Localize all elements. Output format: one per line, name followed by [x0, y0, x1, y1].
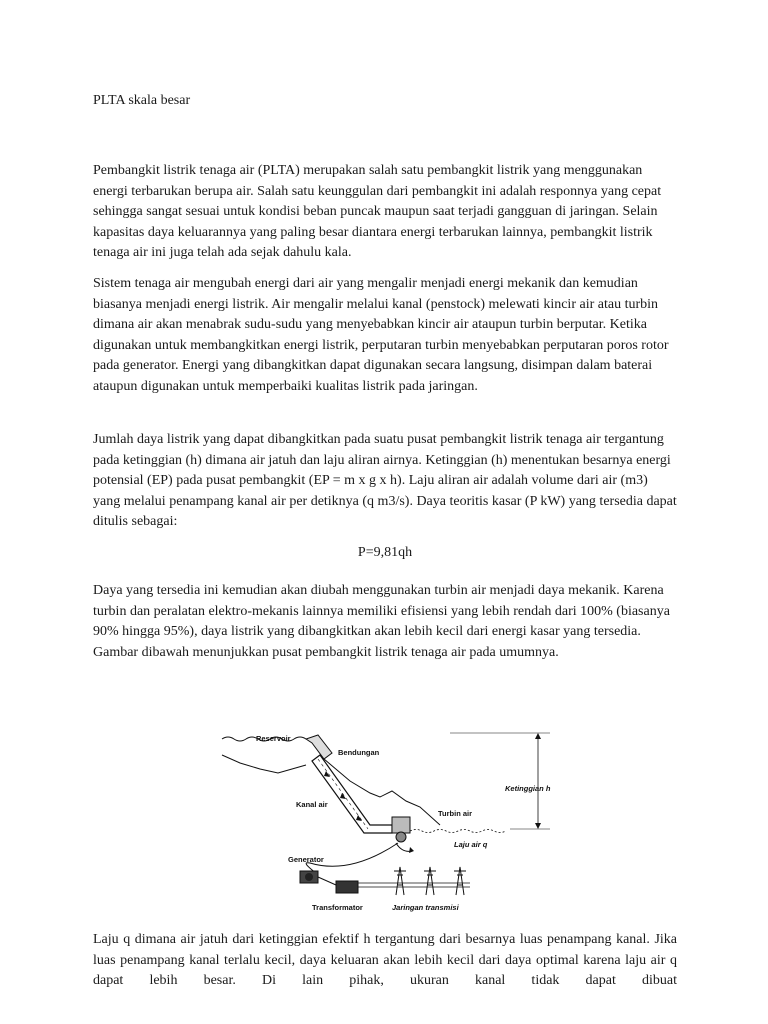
- transformer-body: [336, 881, 358, 893]
- paragraph-power: Jumlah daya listrik yang dapat dibangkitkan pada suatu pusat pembangkit listrik tenaga air tergantung pada ketinggian (h) dimana air jatuh dan laju aliran airnya. Ketinggian (h) menentukan besarnya energi potensial (EP) pada pusat pembangkit (EP = m x g x h). Laju aliran air adalah volume dari air (m3) yang melalui penampang kanal air per detiknya (q m3/s). Daya teoritis kasar (P kW) yang tersedia dapat ditulis sebagai:: [93, 432, 677, 530]
- turbine-housing: [392, 817, 410, 833]
- terrain-left: [222, 755, 306, 773]
- paragraph-system: Sistem tenaga air mengubah energi dari air yang mengalir menjadi energi mekanik dan kemudian biasanya menjadi energi listrik. Air mengalir melalui kanal (penstock) melewati kincir air atau turbin dimana air akan menabrak sudu-sudu yang menyebabkan kincir air ataupun turbin berputar. Ketika digunakan untuk membangkitkan energi listrik, perputaran turbin menyebabkan perputaran poros rotor pada generator. Energi yang dibangkitkan dapat digunakan secara langsung, disimpan dalam baterai ataupun digunakan untuk memperbaiki kualitas listrik pada jaringan.: [93, 276, 669, 394]
- tailwater: [410, 830, 506, 833]
- turbine-wheel: [396, 832, 406, 842]
- transmission-tower: [424, 867, 436, 895]
- label-transmission: Jaringan transmisi: [392, 903, 459, 912]
- label-dam: Bendungan: [338, 748, 380, 757]
- transmission-tower: [454, 867, 466, 895]
- label-penstock: Kanal air: [296, 800, 328, 809]
- label-turbine: Turbin air: [438, 809, 473, 818]
- label-flow: Laju air q: [454, 840, 488, 849]
- label-generator: Generator: [288, 855, 324, 864]
- paragraph-flow-rate: Laju q dimana air jatuh dari ketinggian efektif h tergantung dari besarnya luas penampang kanal. Jika luas penampang kanal terlalu kecil, daya keluaran akan lebih kecil dari daya optimal karena laju air q dapat lebih besar. Di lain pihak, ukuran kanal tidak dapat dibuat: [93, 932, 677, 989]
- label-transformer: Transformator: [312, 903, 363, 912]
- penstock-pipe: [312, 755, 392, 833]
- paragraph-efficiency: Daya yang tersedia ini kemudian akan diubah menggunakan turbin air menjadi daya mekanik. Karena turbin dan peralatan elektro-mekanis lainnya memiliki efisiensi yang lebih rendah dari 100% (biasanya 90% hingga 95%), daya listrik yang dibangkitkan akan lebih kecil dari energi kasar yang tersedia. Gambar dibawah menunjukkan pusat pembangkit listrik tenaga air pada umumnya.: [93, 583, 670, 660]
- power-formula: P=9,81qh: [357, 545, 413, 560]
- paragraph-intro: Pembangkit listrik tenaga air (PLTA) merupakan salah satu pembangkit listrik yang menggunakan energi terbarukan berupa air. Salah satu keunggulan dari pembangkit ini adalah responnya yang cepat sehingga sangat sesuai untuk kondisi beban puncak maupun saat terjadi gangguan di jaringan. Selain kapasitas daya keluarannya yang paling besar diantara energi terbarukan lainnya, pembangkit listrik tenaga air ini juga telah ada sejak dahulu kala.: [93, 163, 662, 261]
- transmission-tower: [394, 867, 406, 895]
- document-heading: PLTA skala besar: [93, 93, 191, 108]
- label-height: Ketinggian h: [505, 784, 551, 793]
- hydropower-diagram: [220, 725, 560, 915]
- label-reservoir: Reservoir: [256, 734, 291, 743]
